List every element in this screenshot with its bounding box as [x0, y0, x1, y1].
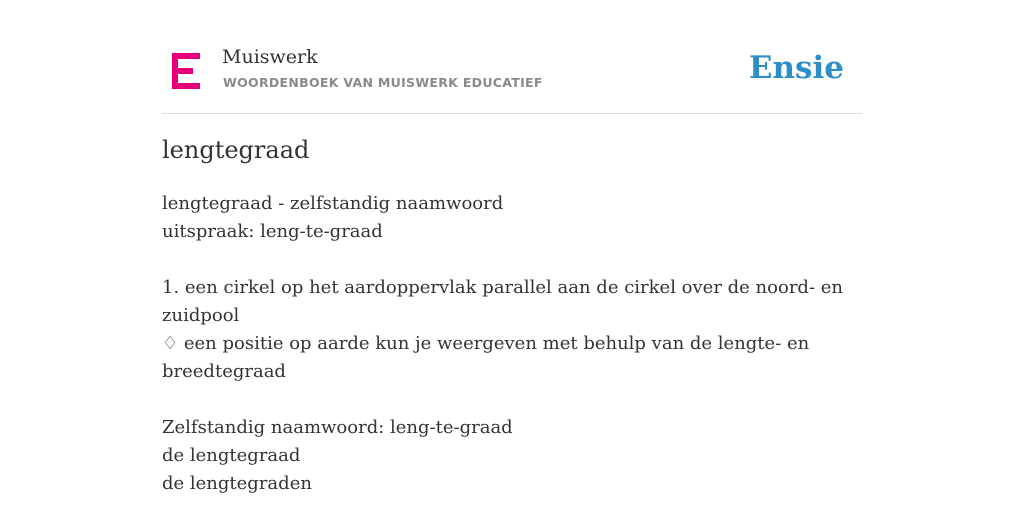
- site-header: [162, 40, 862, 114]
- example-line: breedtegraad: [162, 361, 286, 382]
- blank-line: [162, 386, 852, 414]
- definition-line: 1. een cirkel op het aardoppervlak parallel aan de cirkel over de noord- en: [162, 277, 844, 298]
- muiswerk-e-logo-icon[interactable]: [172, 53, 200, 89]
- grammar-heading: Zelfstandig naamwoord: leng-te-graad: [162, 417, 513, 438]
- blank-line: [162, 246, 852, 274]
- ensie-brand-link[interactable]: Ensie: [748, 50, 844, 86]
- dictionary-entry: [162, 190, 852, 498]
- pronunciation-line: uitspraak: leng-te-graad: [162, 221, 383, 242]
- page-title: lengtegraad: [162, 136, 310, 164]
- plural-form: de lengtegraden: [162, 473, 312, 494]
- singular-form: de lengtegraad: [162, 445, 301, 466]
- part-of-speech-line: lengtegraad - zelfstandig naamwoord: [162, 193, 504, 214]
- definition-line: zuidpool: [162, 305, 240, 326]
- site-subtitle: WOORDENBOEK VAN MUISWERK EDUCATIEF: [223, 75, 543, 90]
- example-line: ♢ een positie op aarde kun je weergeven met behulp van de lengte- en: [162, 333, 810, 354]
- site-name[interactable]: Muiswerk: [222, 46, 318, 68]
